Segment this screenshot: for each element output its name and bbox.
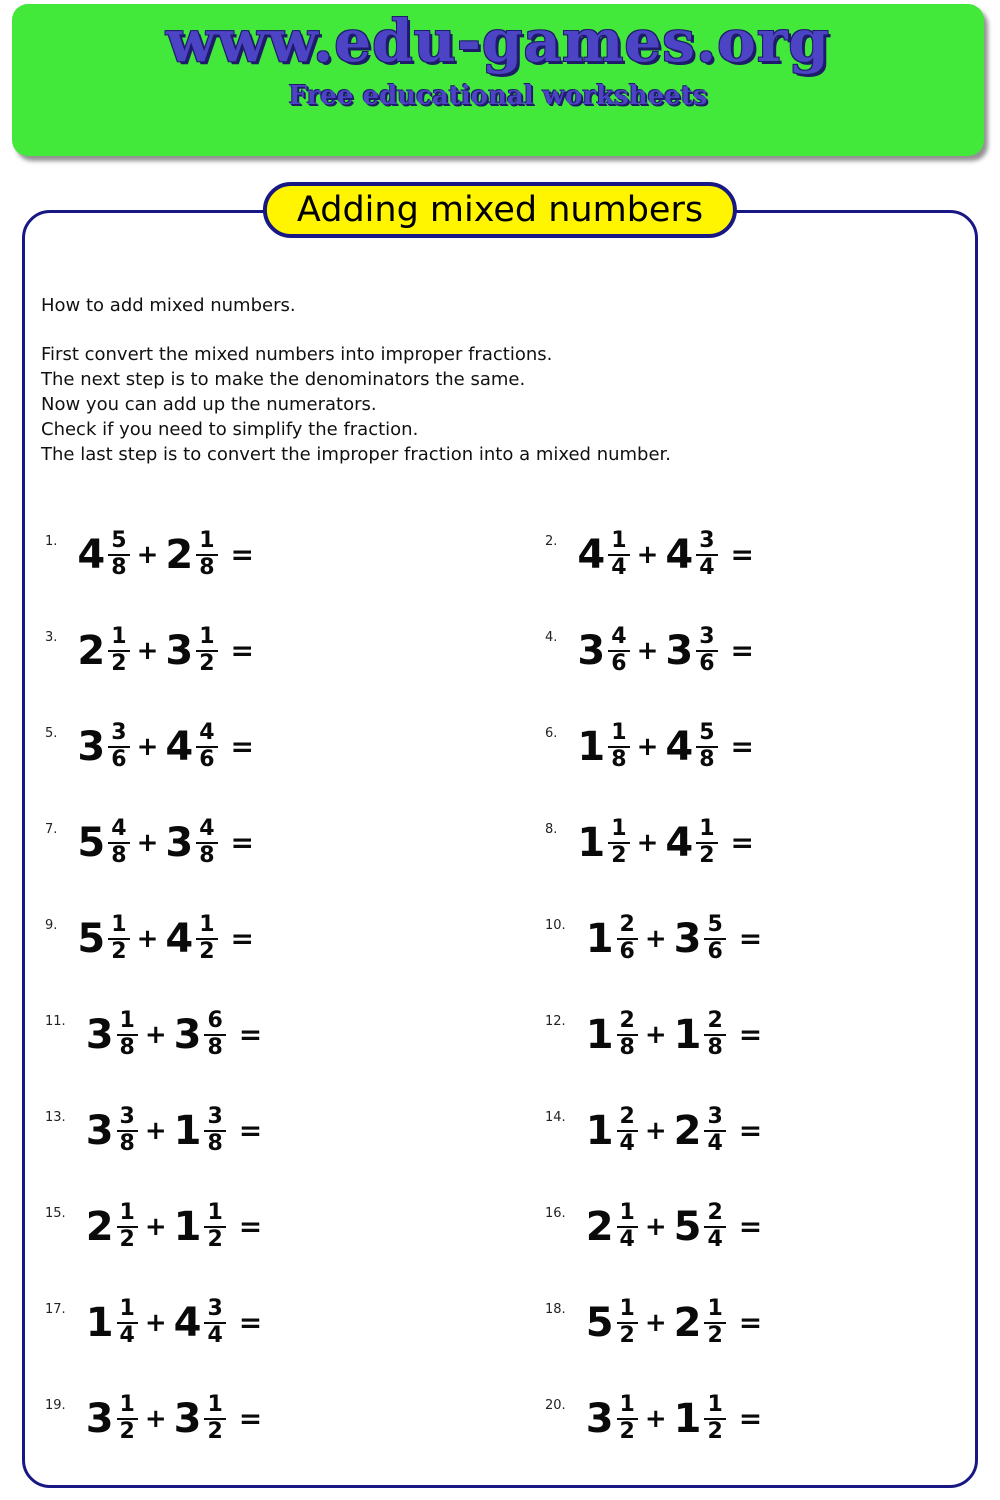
second-fraction-numerator: 3 — [204, 1105, 225, 1132]
second-fraction-numerator: 1 — [704, 1297, 725, 1324]
problem-number: 13. — [45, 1110, 66, 1125]
problem-expression — [86, 1105, 263, 1156]
first-fraction-denominator: 6 — [619, 938, 635, 964]
plus-operator: + — [136, 827, 159, 858]
first-fraction-numerator: 5 — [108, 529, 129, 556]
second-fraction-numerator: 1 — [696, 817, 717, 844]
second-fraction-denominator: 4 — [707, 1226, 723, 1252]
first-whole-number: 1 — [585, 915, 614, 962]
second-fraction-denominator: 4 — [207, 1322, 223, 1348]
instructions-heading: How to add mixed numbers. — [41, 295, 296, 316]
first-fraction — [117, 1201, 138, 1252]
first-fraction-numerator: 2 — [617, 1105, 638, 1132]
plus-operator: + — [636, 827, 659, 858]
problem-number: 18. — [545, 1302, 566, 1317]
problem — [500, 520, 975, 616]
first-fraction-numerator: 1 — [608, 817, 629, 844]
problem-expression — [586, 1201, 763, 1252]
second-whole-number: 4 — [665, 819, 694, 866]
plus-operator: + — [644, 923, 667, 954]
first-fraction-denominator: 4 — [619, 1130, 635, 1156]
second-fraction-denominator: 2 — [199, 938, 215, 964]
site-header — [12, 4, 984, 156]
plus-operator: + — [144, 1115, 167, 1146]
first-fraction — [608, 625, 629, 676]
second-whole-number: 5 — [673, 1203, 702, 1250]
equals-sign: = — [730, 826, 754, 860]
second-whole-number: 1 — [173, 1107, 202, 1154]
second-fraction-denominator: 2 — [699, 842, 715, 868]
first-fraction-numerator: 4 — [608, 625, 629, 652]
problem-number: 3. — [45, 630, 58, 645]
problem-expression — [586, 1105, 763, 1156]
second-fraction — [204, 1297, 225, 1348]
first-fraction-denominator: 8 — [119, 1034, 135, 1060]
second-fraction — [704, 913, 725, 964]
first-fraction-numerator: 1 — [617, 1393, 638, 1420]
second-whole-number: 2 — [673, 1107, 702, 1154]
plus-operator: + — [136, 923, 159, 954]
first-fraction — [617, 1105, 638, 1156]
second-fraction — [196, 913, 217, 964]
first-fraction-denominator: 4 — [119, 1322, 135, 1348]
second-fraction — [696, 529, 717, 580]
first-whole-number: 1 — [85, 1299, 114, 1346]
second-fraction-denominator: 8 — [699, 746, 715, 772]
second-fraction — [196, 625, 217, 676]
problem-expression — [586, 1297, 763, 1348]
second-fraction — [196, 817, 217, 868]
second-whole-number: 4 — [173, 1299, 202, 1346]
second-fraction — [704, 1105, 725, 1156]
first-fraction-denominator: 2 — [611, 842, 627, 868]
instruction-line: Now you can add up the numerators. — [41, 394, 377, 415]
second-fraction-numerator: 3 — [696, 625, 717, 652]
problem — [500, 616, 975, 712]
second-fraction-denominator: 8 — [199, 842, 215, 868]
problem-expression — [586, 1393, 763, 1444]
first-fraction-denominator: 2 — [111, 938, 127, 964]
second-fraction-numerator: 5 — [696, 721, 717, 748]
first-fraction-denominator: 8 — [119, 1130, 135, 1156]
first-whole-number: 2 — [585, 1203, 614, 1250]
second-fraction — [704, 1393, 725, 1444]
first-fraction-denominator: 2 — [119, 1226, 135, 1252]
problem-number: 1. — [45, 534, 58, 549]
first-whole-number: 3 — [585, 1395, 614, 1442]
equals-sign: = — [738, 1402, 763, 1436]
first-fraction-denominator: 8 — [611, 746, 627, 772]
problem — [25, 1096, 500, 1192]
problem — [25, 808, 500, 904]
problem — [25, 904, 500, 1000]
equals-sign: = — [238, 1402, 263, 1436]
second-fraction — [204, 1393, 225, 1444]
problem-expression — [77, 817, 254, 868]
problem-number: 8. — [545, 822, 558, 837]
second-whole-number: 2 — [165, 531, 194, 578]
instruction-line: The next step is to make the denominators the same. — [41, 369, 526, 390]
first-fraction — [117, 1297, 138, 1348]
equals-sign: = — [738, 1018, 763, 1052]
plus-operator: + — [144, 1403, 167, 1434]
worksheet-title-badge — [263, 182, 737, 238]
first-fraction-denominator: 2 — [619, 1418, 635, 1444]
second-fraction — [704, 1297, 725, 1348]
second-fraction-denominator: 6 — [199, 746, 215, 772]
second-whole-number: 4 — [665, 723, 694, 770]
problem-expression — [86, 1297, 263, 1348]
equals-sign: = — [730, 730, 754, 764]
plus-operator: + — [144, 1019, 167, 1050]
problem-number: 4. — [545, 630, 558, 645]
second-whole-number: 3 — [665, 627, 694, 674]
second-fraction-numerator: 1 — [196, 913, 217, 940]
plus-operator: + — [136, 539, 159, 570]
second-fraction-denominator: 8 — [707, 1034, 723, 1060]
second-whole-number: 3 — [673, 915, 702, 962]
first-whole-number: 5 — [77, 915, 106, 962]
second-fraction — [196, 529, 217, 580]
first-fraction-numerator: 2 — [617, 913, 638, 940]
problem — [500, 1384, 975, 1480]
second-fraction-numerator: 1 — [204, 1201, 225, 1228]
second-whole-number: 3 — [173, 1395, 202, 1442]
problem-number: 16. — [545, 1206, 566, 1221]
second-fraction — [204, 1201, 225, 1252]
second-fraction-denominator: 4 — [699, 554, 715, 580]
first-fraction-numerator: 3 — [108, 721, 129, 748]
second-fraction — [696, 721, 717, 772]
first-fraction-denominator: 2 — [111, 650, 127, 676]
equals-sign: = — [230, 826, 254, 860]
plus-operator: + — [644, 1211, 667, 1242]
first-fraction-numerator: 1 — [117, 1009, 138, 1036]
first-fraction-numerator: 1 — [117, 1297, 138, 1324]
first-fraction — [117, 1009, 138, 1060]
second-fraction-numerator: 1 — [196, 625, 217, 652]
problem — [500, 1192, 975, 1288]
first-fraction-denominator: 6 — [111, 746, 127, 772]
first-whole-number: 4 — [577, 531, 606, 578]
second-fraction-denominator: 4 — [707, 1130, 723, 1156]
second-fraction-numerator: 4 — [196, 817, 217, 844]
first-fraction — [617, 1297, 638, 1348]
first-fraction-denominator: 8 — [111, 554, 127, 580]
second-fraction-denominator: 6 — [707, 938, 723, 964]
problem-expression — [577, 721, 754, 772]
second-fraction — [704, 1201, 725, 1252]
second-fraction — [196, 721, 217, 772]
second-whole-number: 3 — [165, 627, 194, 674]
plus-operator: + — [644, 1403, 667, 1434]
instructions-lines — [41, 342, 955, 467]
problem-expression — [77, 721, 254, 772]
second-fraction-denominator: 8 — [199, 554, 215, 580]
first-fraction — [108, 913, 129, 964]
first-whole-number: 3 — [85, 1107, 114, 1154]
second-whole-number: 4 — [165, 723, 194, 770]
first-fraction — [108, 721, 129, 772]
problem-expression — [86, 1393, 263, 1444]
second-fraction-numerator: 1 — [204, 1393, 225, 1420]
problem — [25, 1384, 500, 1480]
problem-expression — [86, 1009, 263, 1060]
first-fraction-numerator: 1 — [108, 625, 129, 652]
problem-number: 5. — [45, 726, 58, 741]
problems-grid — [25, 520, 975, 1480]
first-fraction-denominator: 6 — [611, 650, 627, 676]
second-whole-number: 3 — [165, 819, 194, 866]
second-fraction — [704, 1009, 725, 1060]
plus-operator: + — [644, 1019, 667, 1050]
problem-expression — [77, 529, 254, 580]
problem-number: 11. — [45, 1014, 66, 1029]
equals-sign: = — [230, 634, 254, 668]
second-whole-number: 4 — [165, 915, 194, 962]
first-whole-number: 1 — [577, 819, 606, 866]
equals-sign: = — [230, 538, 254, 572]
problem-expression — [77, 913, 254, 964]
second-whole-number: 1 — [173, 1203, 202, 1250]
worksheet-title: Adding mixed numbers — [296, 190, 704, 230]
first-fraction — [108, 817, 129, 868]
problem-expression — [577, 625, 754, 676]
second-fraction-denominator: 6 — [699, 650, 715, 676]
first-fraction — [117, 1393, 138, 1444]
second-fraction-denominator: 8 — [207, 1034, 223, 1060]
first-fraction — [108, 625, 129, 676]
second-fraction-denominator: 2 — [207, 1418, 223, 1444]
equals-sign: = — [738, 1306, 763, 1340]
first-whole-number: 2 — [85, 1203, 114, 1250]
first-whole-number: 5 — [585, 1299, 614, 1346]
problem — [500, 808, 975, 904]
plus-operator: + — [636, 539, 659, 570]
problem-number: 20. — [545, 1398, 566, 1413]
problem-number: 19. — [45, 1398, 66, 1413]
problem-number: 6. — [545, 726, 558, 741]
first-whole-number: 1 — [585, 1107, 614, 1154]
problem-number: 17. — [45, 1302, 66, 1317]
first-fraction-denominator: 4 — [619, 1226, 635, 1252]
second-fraction-numerator: 5 — [704, 913, 725, 940]
second-fraction-numerator: 6 — [204, 1009, 225, 1036]
second-whole-number: 2 — [673, 1299, 702, 1346]
first-whole-number: 3 — [85, 1395, 114, 1442]
instruction-line: First convert the mixed numbers into improper fractions. — [41, 344, 553, 365]
problem-number: 14. — [545, 1110, 566, 1125]
first-fraction-denominator: 8 — [111, 842, 127, 868]
second-whole-number: 3 — [173, 1011, 202, 1058]
plus-operator: + — [136, 731, 159, 762]
problem-expression — [577, 817, 754, 868]
second-fraction-numerator: 1 — [704, 1393, 725, 1420]
second-fraction-numerator: 4 — [196, 721, 217, 748]
second-fraction-numerator: 2 — [704, 1009, 725, 1036]
problem-number: 7. — [45, 822, 58, 837]
first-fraction-numerator: 3 — [117, 1105, 138, 1132]
equals-sign: = — [230, 922, 254, 956]
first-fraction-denominator: 4 — [611, 554, 627, 580]
plus-operator: + — [644, 1115, 667, 1146]
first-fraction — [617, 1009, 638, 1060]
first-whole-number: 5 — [77, 819, 106, 866]
first-whole-number: 1 — [577, 723, 606, 770]
problem-number: 12. — [545, 1014, 566, 1029]
first-fraction — [608, 721, 629, 772]
problem — [500, 1096, 975, 1192]
first-fraction — [108, 529, 129, 580]
problem-number: 9. — [45, 918, 58, 933]
problem-number: 10. — [545, 918, 566, 933]
second-whole-number: 1 — [673, 1395, 702, 1442]
first-fraction-numerator: 1 — [608, 721, 629, 748]
equals-sign: = — [730, 538, 754, 572]
site-title: www.edu-games.org — [166, 7, 830, 75]
plus-operator: + — [636, 635, 659, 666]
first-fraction-numerator: 1 — [617, 1201, 638, 1228]
problem-expression — [77, 625, 254, 676]
second-fraction-denominator: 2 — [207, 1226, 223, 1252]
second-fraction — [696, 817, 717, 868]
first-fraction — [617, 1201, 638, 1252]
second-whole-number: 4 — [665, 531, 694, 578]
plus-operator: + — [636, 731, 659, 762]
equals-sign: = — [738, 922, 763, 956]
problem — [500, 904, 975, 1000]
first-whole-number: 3 — [85, 1011, 114, 1058]
first-fraction-denominator: 8 — [619, 1034, 635, 1060]
problem-expression — [86, 1201, 263, 1252]
instructions — [41, 293, 955, 467]
second-fraction-numerator: 1 — [196, 529, 217, 556]
problem — [500, 712, 975, 808]
problem — [25, 520, 500, 616]
problem-number: 2. — [545, 534, 558, 549]
problem-expression — [586, 1009, 763, 1060]
first-fraction-numerator: 1 — [608, 529, 629, 556]
site-tagline: Free educational worksheets — [288, 81, 708, 111]
plus-operator: + — [144, 1211, 167, 1242]
first-fraction — [608, 817, 629, 868]
first-whole-number: 3 — [77, 723, 106, 770]
first-fraction-numerator: 2 — [617, 1009, 638, 1036]
equals-sign: = — [738, 1210, 763, 1244]
problem — [500, 1288, 975, 1384]
second-fraction-numerator: 2 — [704, 1201, 725, 1228]
first-fraction — [608, 529, 629, 580]
instruction-line: Check if you need to simplify the fraction. — [41, 419, 419, 440]
first-fraction-denominator: 2 — [619, 1322, 635, 1348]
plus-operator: + — [144, 1307, 167, 1338]
equals-sign: = — [738, 1114, 763, 1148]
first-fraction — [117, 1105, 138, 1156]
first-fraction — [617, 1393, 638, 1444]
problem — [25, 616, 500, 712]
first-fraction — [617, 913, 638, 964]
equals-sign: = — [230, 730, 254, 764]
equals-sign: = — [238, 1306, 263, 1340]
first-fraction-numerator: 4 — [108, 817, 129, 844]
equals-sign: = — [238, 1114, 263, 1148]
first-whole-number: 2 — [77, 627, 106, 674]
problem-number: 15. — [45, 1206, 66, 1221]
second-fraction-numerator: 3 — [696, 529, 717, 556]
problem — [25, 712, 500, 808]
equals-sign: = — [238, 1018, 263, 1052]
first-fraction-numerator: 1 — [117, 1393, 138, 1420]
second-fraction-denominator: 8 — [207, 1130, 223, 1156]
problem — [25, 1192, 500, 1288]
first-whole-number: 3 — [577, 627, 606, 674]
second-fraction-denominator: 2 — [199, 650, 215, 676]
worksheet-sheet — [22, 210, 978, 1488]
first-fraction-numerator: 1 — [617, 1297, 638, 1324]
equals-sign: = — [730, 634, 754, 668]
first-whole-number: 1 — [585, 1011, 614, 1058]
second-fraction — [204, 1009, 225, 1060]
first-whole-number: 4 — [77, 531, 106, 578]
second-fraction-denominator: 2 — [707, 1322, 723, 1348]
second-fraction-numerator: 3 — [704, 1105, 725, 1132]
problem — [500, 1000, 975, 1096]
second-fraction-denominator: 2 — [707, 1418, 723, 1444]
problem — [25, 1288, 500, 1384]
equals-sign: = — [238, 1210, 263, 1244]
second-fraction — [204, 1105, 225, 1156]
plus-operator: + — [644, 1307, 667, 1338]
problem — [25, 1000, 500, 1096]
second-fraction — [696, 625, 717, 676]
problem-expression — [586, 913, 763, 964]
plus-operator: + — [136, 635, 159, 666]
instruction-line: The last step is to convert the improper fraction into a mixed number. — [41, 444, 672, 465]
first-fraction-denominator: 2 — [119, 1418, 135, 1444]
second-whole-number: 1 — [673, 1011, 702, 1058]
second-fraction-numerator: 3 — [204, 1297, 225, 1324]
problem-expression — [577, 529, 754, 580]
first-fraction-numerator: 1 — [108, 913, 129, 940]
first-fraction-numerator: 1 — [117, 1201, 138, 1228]
